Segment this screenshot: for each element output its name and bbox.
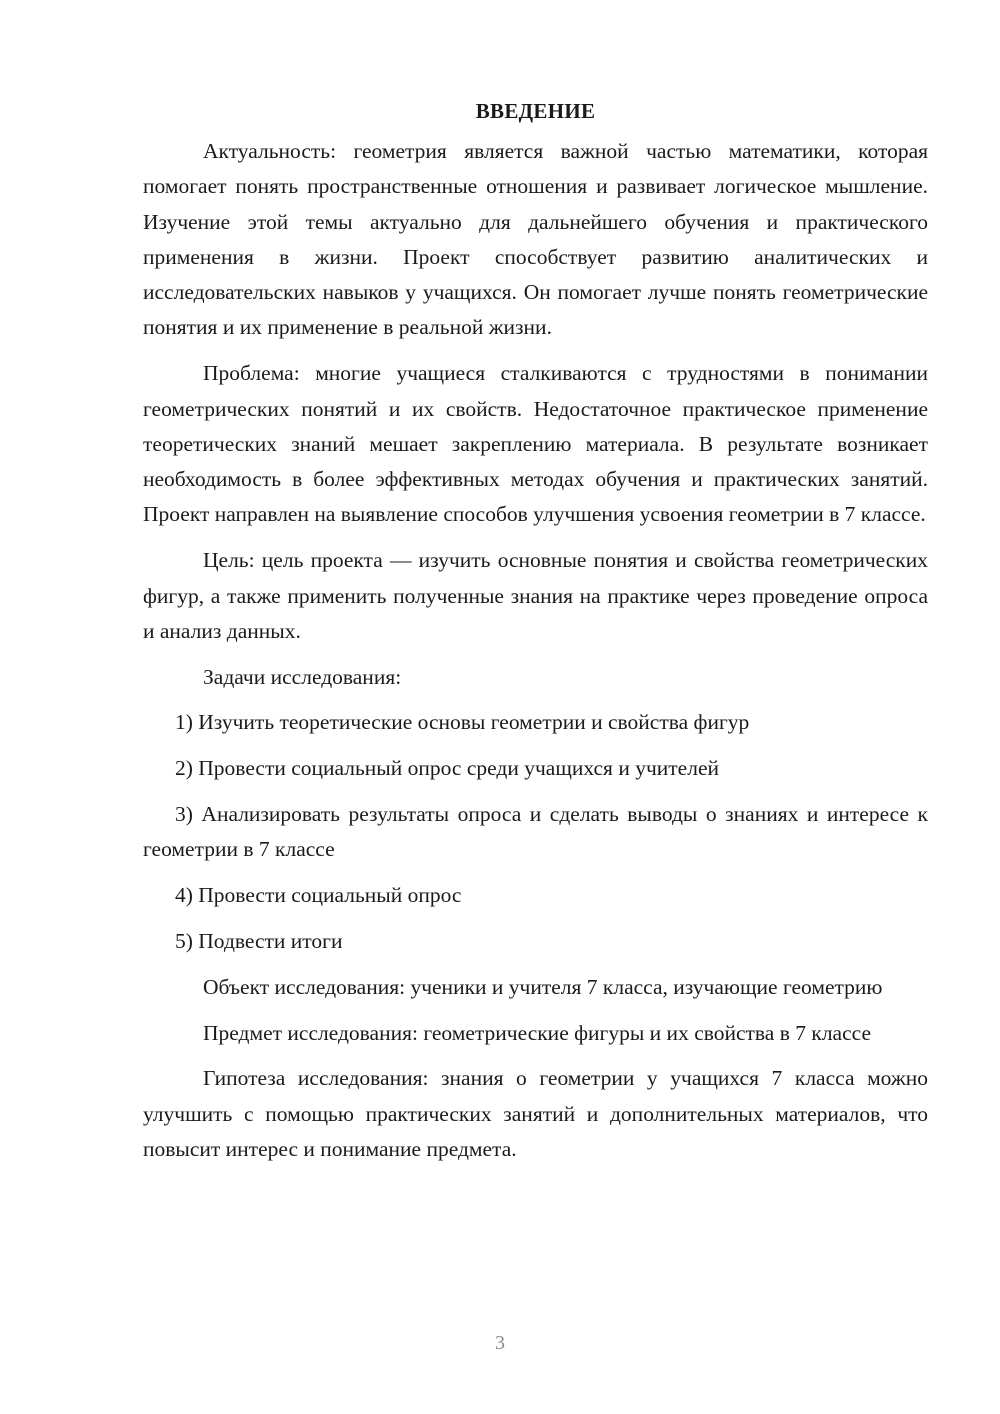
list-item: 3) Анализировать результаты опроса и сделать выводы о знаниях и интересе к геометрии в 7 классе <box>143 802 928 862</box>
subject-paragraph: Предмет исследования: геометрические фигуры и их свойства в 7 классе <box>203 1020 871 1045</box>
list-item: 5) Подвести итоги <box>175 928 343 953</box>
problem-paragraph: Проблема: многие учащиеся сталкиваются с трудностями в понимании геометрических понятий и их свойств. Недостаточное практическое применение теоретических знаний мешает закреплению материала. В результате возникает необходимость в более эффективных методах обучения и практических занятий. Проект направлен на выявление способов улучшения усвоения геометрии в 7 классе. <box>143 361 928 527</box>
hypothesis-paragraph: Гипотеза исследования: знания о геометрии у учащихся 7 класса можно улучшить с помощью практических занятий и дополнительных материалов, что повысит интерес и понимание предмета. <box>143 1066 928 1161</box>
tasks-heading: Задачи исследования: <box>203 664 402 689</box>
tasks-list <box>143 705 928 959</box>
list-item: 2) Провести социальный опрос среди учащихся и учителей <box>175 756 719 781</box>
list-item: 4) Провести социальный опрос <box>175 883 462 908</box>
goal-paragraph: Цель: цель проекта — изучить основные понятия и свойства геометрических фигур, а также применить полученные знания на практике через проведение опроса и анализ данных. <box>143 548 928 643</box>
relevance-paragraph: Актуальность: геометрия является важной частью математики, которая помогает понять пространственные отношения и развивает логическое мышление. Изучение этой темы актуально для дальнейшего обучения и практического применения в жизни. Проект способствует развитию аналитических и исследовательских навыков у учащихся. Он помогает лучше понять геометрические понятия и их применение в реальной жизни. <box>143 139 928 340</box>
list-item: 1) Изучить теоретические основы геометрии и свойства фигур <box>175 710 750 735</box>
object-paragraph: Объект исследования: ученики и учителя 7 класса, изучающие геометрию <box>203 974 883 999</box>
document-page <box>143 94 928 1178</box>
section-title: ВВЕДЕНИЕ <box>475 99 596 123</box>
page-number: 3 <box>495 1332 505 1354</box>
